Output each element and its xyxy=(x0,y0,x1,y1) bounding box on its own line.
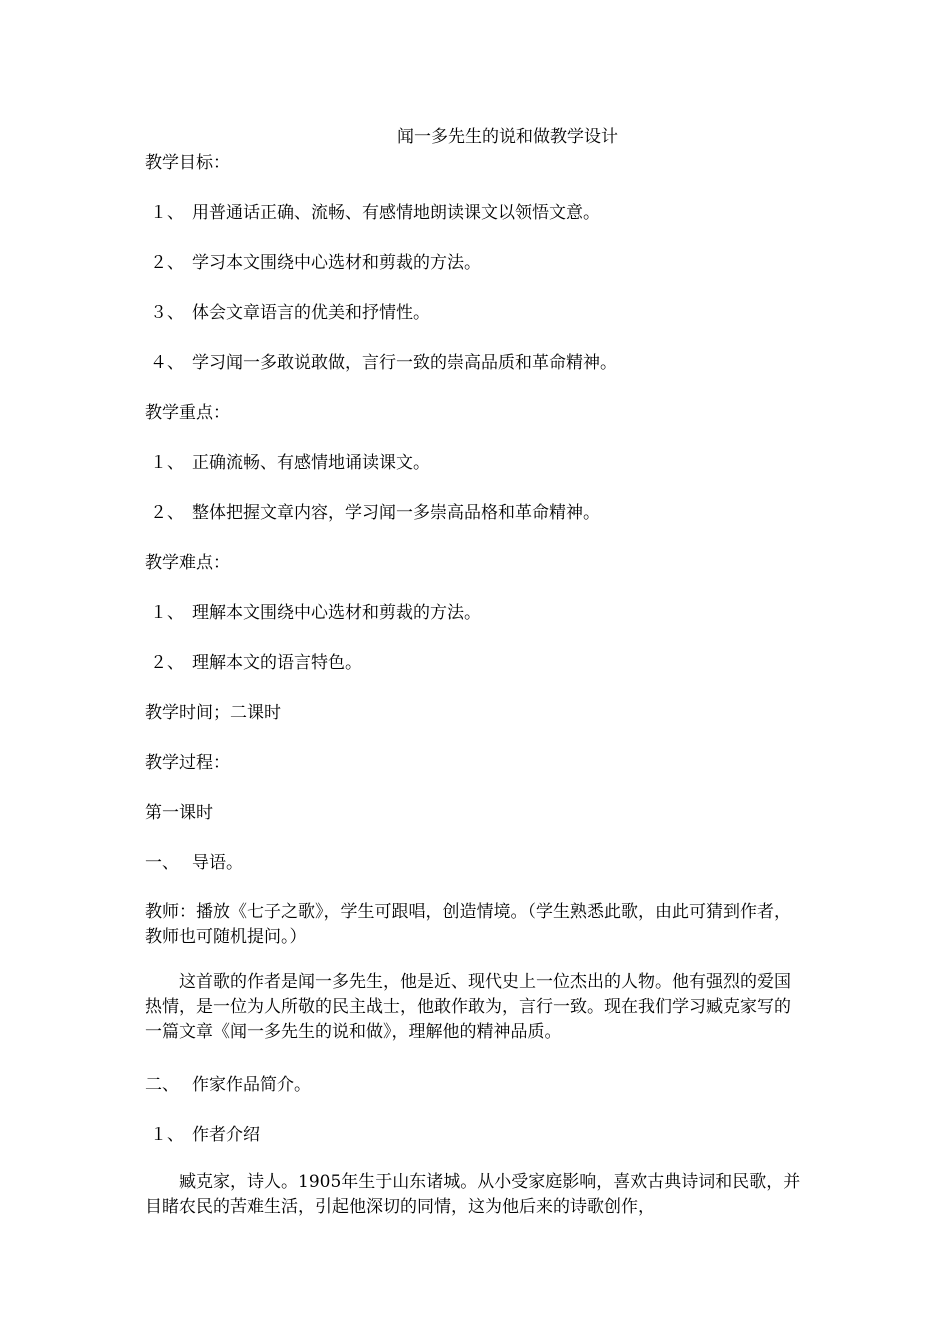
document-title: 闻一多先生的说和做教学设计 xyxy=(397,127,618,147)
section-number: 一、 xyxy=(145,853,179,873)
goal-item xyxy=(145,300,805,326)
intro-paragraph: 这首歌的作者是闻一多先生，他是近、现代史上一位杰出的人物。他有强烈的爱国热情，是一位为人所敬的民主战士，他敢作敢为，言行一致。现在我们学习臧克家写的一篇文章《闻一多先生的说和做》，理解他的精神品质。 xyxy=(145,972,791,1042)
difficult-heading: 教学难点： xyxy=(145,553,230,573)
subsection-number: １、 xyxy=(150,1125,184,1145)
goal-text: 用普通话正确、流畅、有感情地朗读课文以领悟文意。 xyxy=(192,203,600,223)
key-point-item xyxy=(145,500,805,526)
goal-number: ４、 xyxy=(150,353,184,373)
section-number: 二、 xyxy=(145,1075,179,1095)
key-point-number: １、 xyxy=(150,453,184,473)
difficult-point-text: 理解本文围绕中心选材和剪裁的方法。 xyxy=(192,603,481,623)
section-heading xyxy=(145,1072,805,1098)
goal-number: １、 xyxy=(150,203,184,223)
difficult-point-number: ２、 xyxy=(150,653,184,673)
key-point-text: 正确流畅、有感情地诵读课文。 xyxy=(192,453,430,473)
key-point-item xyxy=(145,450,805,476)
subsection-text: 作者介绍 xyxy=(192,1125,260,1145)
key-point-text: 整体把握文章内容，学习闻一多崇高品格和革命精神。 xyxy=(192,503,600,523)
section-text: 作家作品简介。 xyxy=(192,1075,311,1095)
goals-heading: 教学目标： xyxy=(145,153,230,173)
teaching-time: 教学时间；二课时 xyxy=(145,703,281,723)
key-heading: 教学重点： xyxy=(145,403,230,423)
goal-number: ２、 xyxy=(150,253,184,273)
goal-item xyxy=(145,250,805,276)
goal-number: ３、 xyxy=(150,303,184,323)
section-heading xyxy=(145,850,805,876)
goal-text: 体会文章语言的优美和抒情性。 xyxy=(192,303,430,323)
goal-text: 学习闻一多敢说敢做，言行一致的崇高品质和革命精神。 xyxy=(192,353,617,373)
difficult-point-item xyxy=(145,600,805,626)
lesson-heading: 第一课时 xyxy=(145,803,213,823)
teacher-paragraph: 教师：播放《七子之歌》，学生可跟唱，创造情境。（学生熟悉此歌，由此可猜到作者，教师也可随机提问。） xyxy=(145,902,791,947)
key-point-number: ２、 xyxy=(150,503,184,523)
process-heading: 教学过程： xyxy=(145,753,230,773)
subsection-heading xyxy=(145,1122,805,1148)
difficult-point-number: １、 xyxy=(150,603,184,623)
goal-item xyxy=(145,350,805,376)
difficult-point-text: 理解本文的语言特色。 xyxy=(192,653,362,673)
goal-text: 学习本文围绕中心选材和剪裁的方法。 xyxy=(192,253,481,273)
author-paragraph: 臧克家，诗人。1905年生于山东诸城。从小受家庭影响，喜欢古典诗词和民歌，并目睹农民的苦难生活，引起他深切的同情，这为他后来的诗歌创作， xyxy=(145,1172,801,1217)
section-text: 导语。 xyxy=(192,853,243,873)
goal-item xyxy=(145,200,805,226)
difficult-point-item xyxy=(145,650,805,676)
